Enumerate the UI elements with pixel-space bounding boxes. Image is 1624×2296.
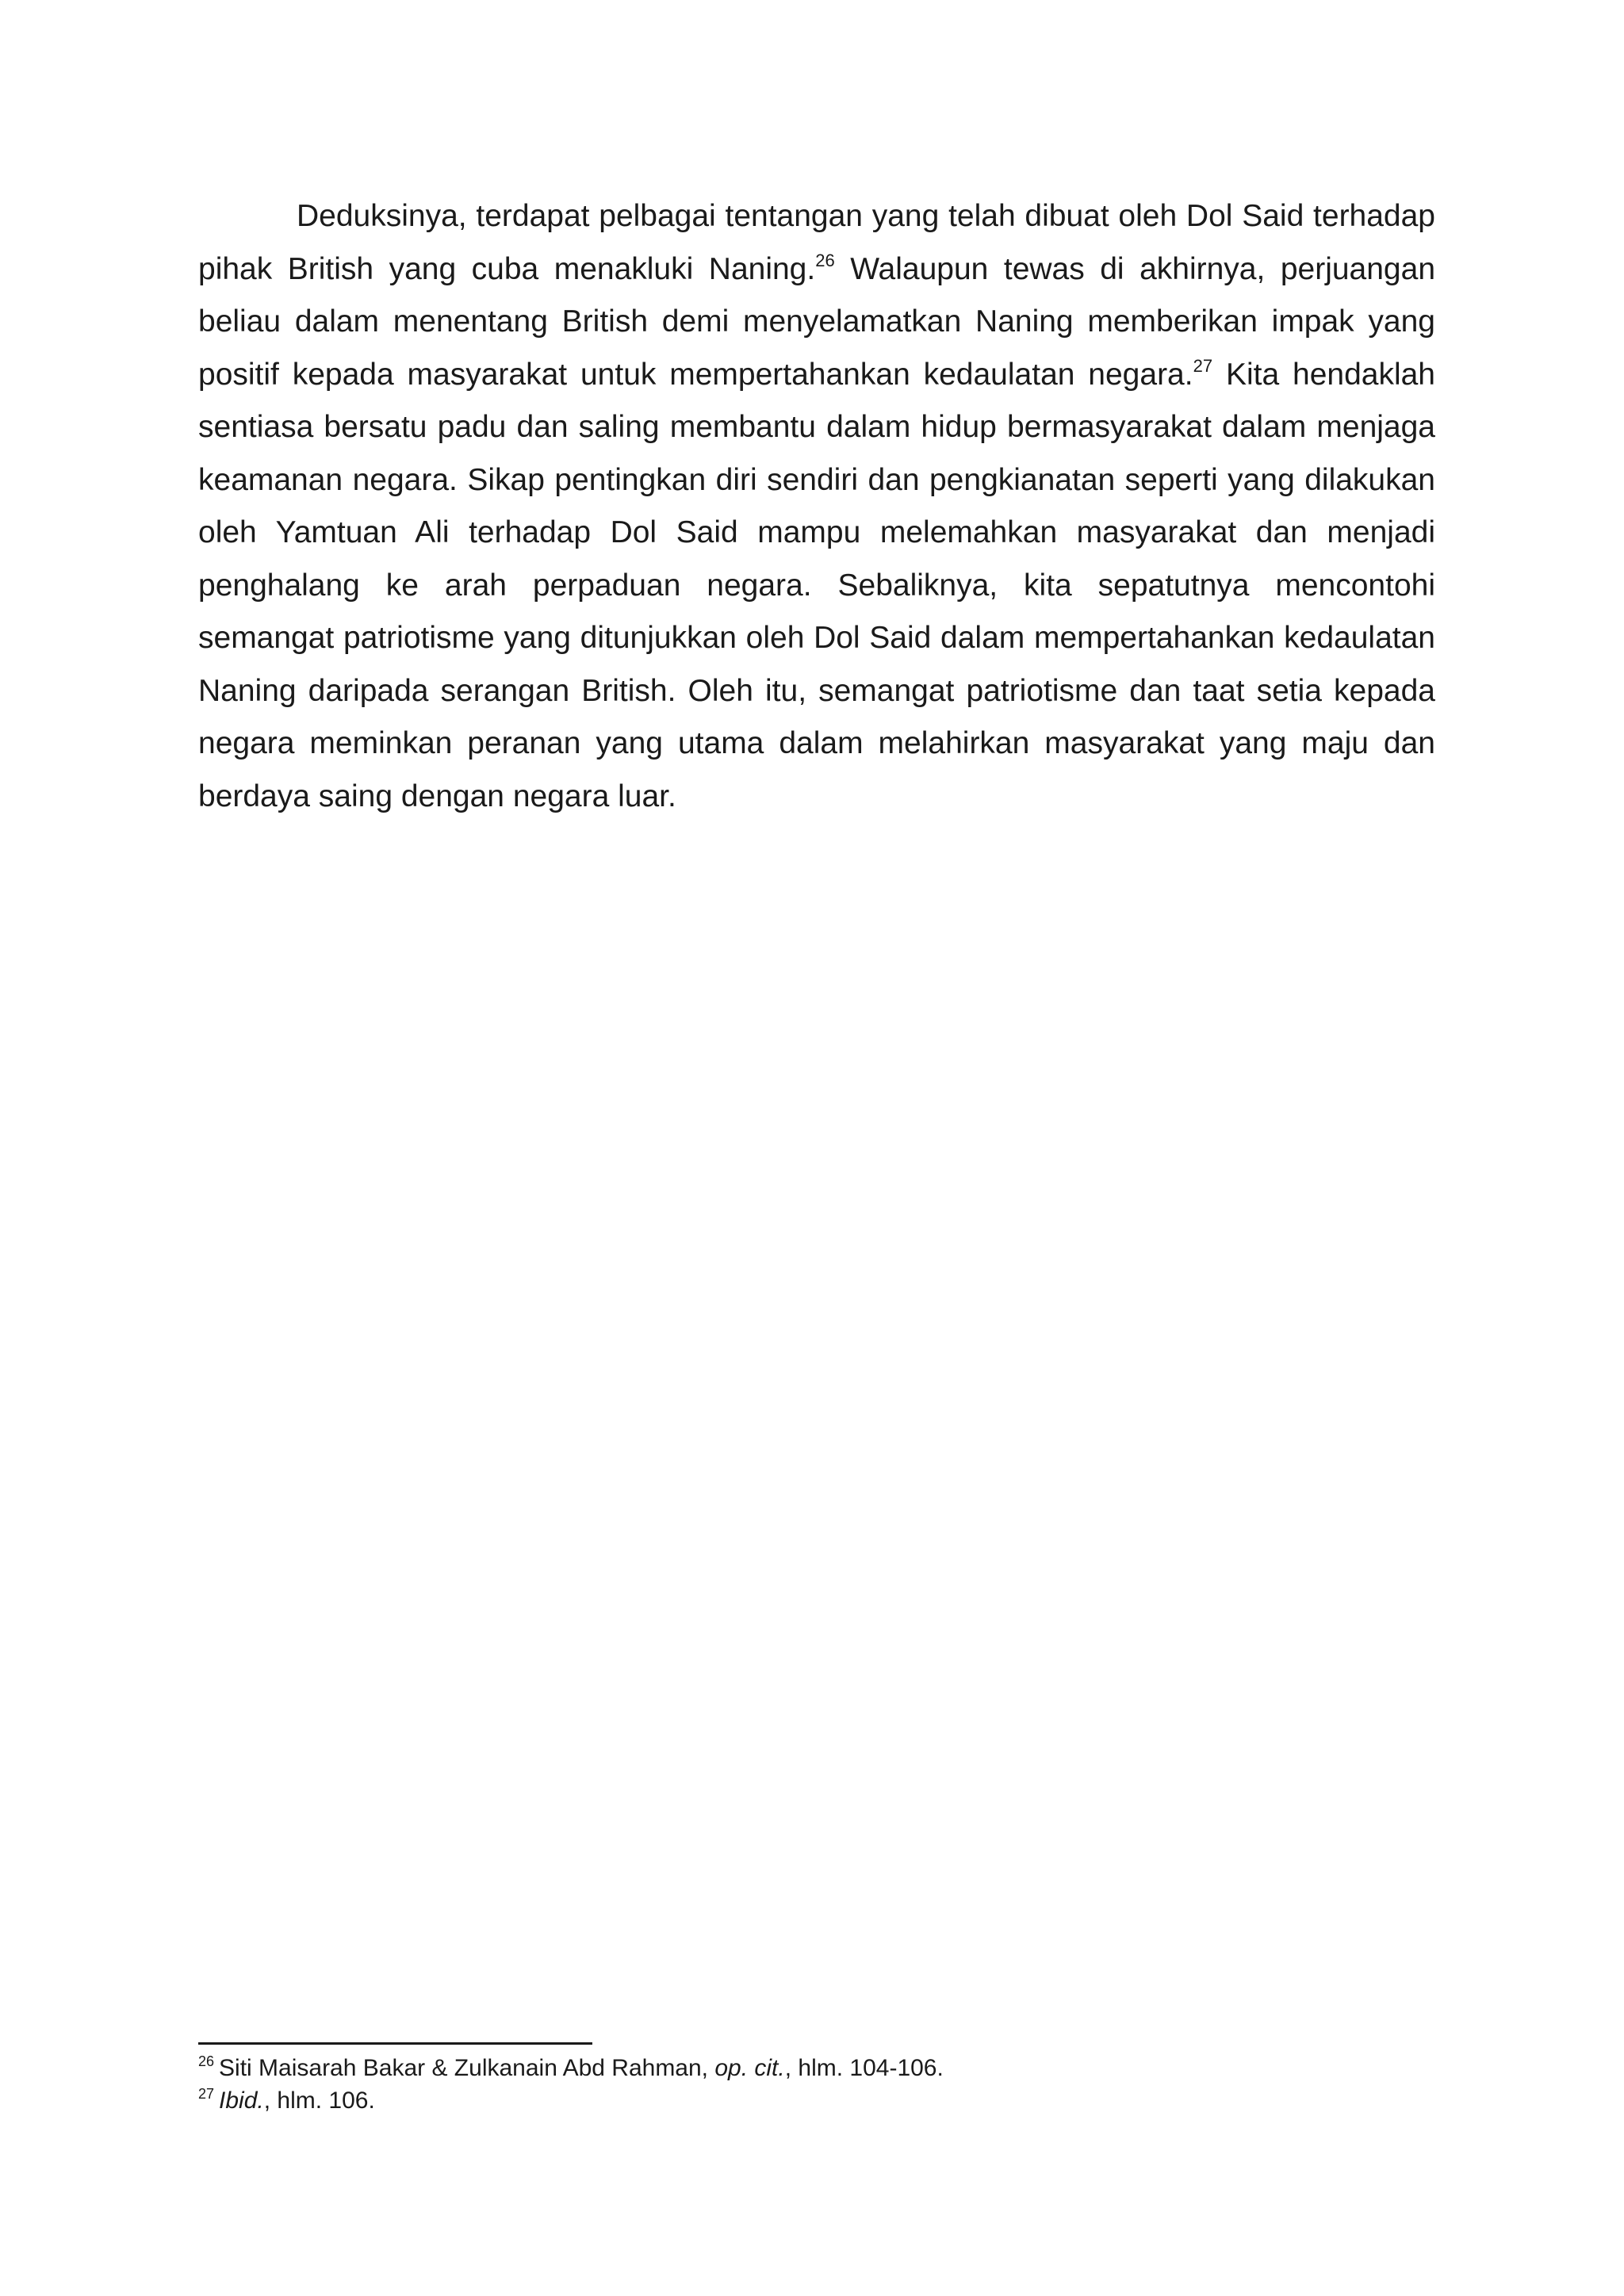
footnote-text: , hlm. 104-106. — [784, 2055, 944, 2081]
footnote-italic: op. cit. — [714, 2055, 785, 2081]
footnote-number: 27 — [198, 2086, 215, 2102]
paragraph-segment: Walaupun tewas di akhirnya, perjuangan beliau dalam menentang British demi menyelamatkan Naning memberikan impak yang positif kepada masyarakat untuk mempertahankan kedaulatan negara. — [198, 251, 1436, 392]
footnote-number: 26 — [198, 2053, 215, 2069]
body-paragraph — [198, 190, 1435, 823]
footnote-26 — [198, 2052, 1435, 2084]
footnotes-section — [198, 2052, 1435, 2117]
footnote-ref-27[interactable]: 27 — [1193, 355, 1213, 376]
footnote-separator — [198, 2042, 592, 2045]
footnote-ref-26[interactable]: 26 — [815, 250, 835, 270]
paragraph-segment: Deduksinya, terdapat pelbagai tentangan yang telah dibuat oleh Dol Said terhadap pihak British yang cuba menakluki Naning. — [198, 199, 1435, 286]
footnote-text: , hlm. 106. — [263, 2087, 375, 2114]
paragraph-text — [198, 190, 1435, 823]
footnote-italic: Ibid. — [219, 2087, 264, 2114]
footnote-text: Siti Maisarah Bakar & Zulkanain Abd Rahman, — [219, 2055, 715, 2081]
footnote-27 — [198, 2084, 1435, 2117]
paragraph-segment: Kita hendaklah sentiasa bersatu padu dan saling membantu dalam hidup bermasyarakat dalam menjaga keamanan negara. Sikap pentingkan diri sendiri dan pengkianatan seperti yang dilakukan oleh Yamtuan Ali terhadap Dol Said mampu melemahkan masyarakat dan menjadi penghalang ke arah perpaduan negara. Sebaliknya, kita sepatutnya mencontohi semangat patriotisme yang ditunjukkan oleh Dol Said dalam mempertahankan kedaulatan Naning daripada serangan British. Oleh itu, semangat patriotisme dan taat setia kepada negara meminkan peranan yang utama dalam melahirkan masyarakat yang maju dan berdaya saing dengan negara luar. — [198, 357, 1435, 813]
